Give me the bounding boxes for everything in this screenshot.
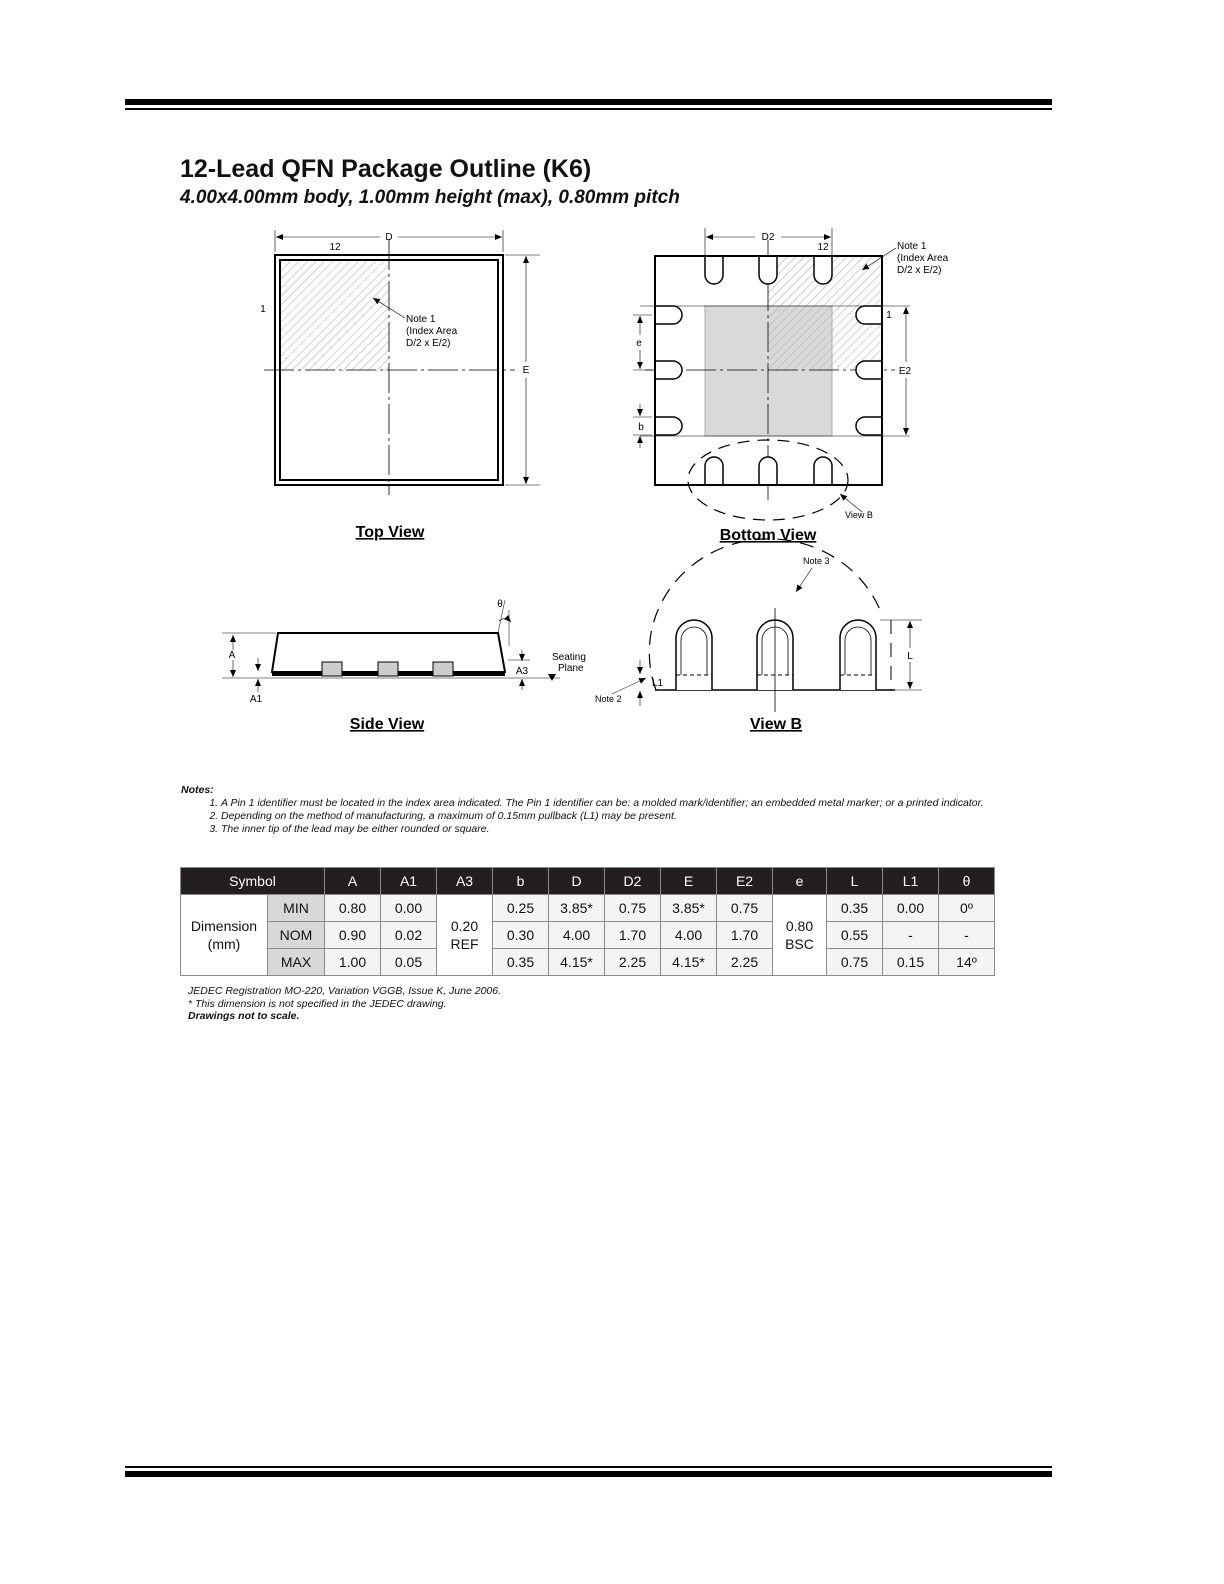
cell: 2.25 xyxy=(717,949,773,976)
bottom-d2-label: D2 xyxy=(761,232,775,243)
notes-list xyxy=(181,797,1011,836)
bottom-rule-thin xyxy=(125,1466,1052,1468)
footnote-star: * This dimension is not specified in the JEDEC drawing. xyxy=(188,997,447,1010)
bottom-note1-line1: Note 1 xyxy=(897,241,927,252)
view-b-drawing xyxy=(595,539,922,712)
notes-header: Notes: xyxy=(181,784,214,796)
header-col: L xyxy=(827,868,883,895)
cell: 0.15 xyxy=(883,949,939,976)
row-label: NOM xyxy=(268,922,325,949)
bottom-pin1-label: 1 xyxy=(886,310,892,321)
cell: - xyxy=(939,922,995,949)
header-col: A xyxy=(325,868,381,895)
table-header-row xyxy=(181,868,995,895)
side-seating-line2: Plane xyxy=(558,663,584,674)
notes-section xyxy=(181,784,1011,836)
caption-side-view: Side View xyxy=(349,716,425,733)
cell: 0.02 xyxy=(381,922,437,949)
cell: 3.85* xyxy=(661,895,717,922)
header-col: b xyxy=(493,868,549,895)
viewb-l1-label: L1 xyxy=(652,678,664,689)
bottom-e2-label: E2 xyxy=(898,366,912,377)
bottom-e-label: e xyxy=(636,338,642,349)
header-symbol: Symbol xyxy=(181,868,325,895)
top-view-drawing xyxy=(260,230,540,495)
header-col: A1 xyxy=(381,868,437,895)
row-group-label: Dimension (mm) xyxy=(181,895,268,976)
top-pin12-label: 12 xyxy=(329,242,341,253)
cell: 0.35 xyxy=(493,949,549,976)
cell: 0.00 xyxy=(883,895,939,922)
cell: 3.85* xyxy=(549,895,605,922)
side-a-label: A xyxy=(228,650,236,661)
note-item-1: 1. A Pin 1 identifier must be located in the index area indicated. The Pin 1 identifier can be: a molded mark/identifier; an embedded metal marker; or a printed indicator. xyxy=(221,797,1011,810)
top-pin1-label: 1 xyxy=(260,304,266,315)
header-col: L1 xyxy=(883,868,939,895)
cell: 4.00 xyxy=(549,922,605,949)
bottom-view-drawing xyxy=(633,228,949,520)
caption-bottom-view: Bottom View xyxy=(719,527,817,544)
table-row-nom xyxy=(181,922,995,949)
top-d-label: D xyxy=(385,232,393,243)
top-note1-line2: (Index Area xyxy=(406,326,458,337)
header-col: D xyxy=(549,868,605,895)
cell-e-merged: 0.80 BSC xyxy=(773,895,827,976)
side-view-drawing xyxy=(222,599,586,705)
bottom-note1-line2: (Index Area xyxy=(897,253,949,264)
cell: 0.30 xyxy=(493,922,549,949)
cell: 1.70 xyxy=(717,922,773,949)
top-e-label: E xyxy=(522,365,530,376)
bottom-pin12-label: 12 xyxy=(817,242,829,253)
side-a3-label: A3 xyxy=(515,666,529,677)
cell: 0.05 xyxy=(381,949,437,976)
cell: 0.25 xyxy=(493,895,549,922)
cell: 0.75 xyxy=(605,895,661,922)
cell: 0º xyxy=(939,895,995,922)
side-theta-label: θ xyxy=(497,599,503,610)
cell-a3-merged: 0.20 REF xyxy=(437,895,493,976)
cell: 0.35 xyxy=(827,895,883,922)
cell: 2.25 xyxy=(605,949,661,976)
dimension-table xyxy=(180,867,995,976)
page-title: 12-Lead QFN Package Outline (K6) xyxy=(180,155,592,183)
bottom-note1-line3: D/2 x E/2) xyxy=(897,265,942,276)
footnote-scale: Drawings not to scale. xyxy=(188,1010,300,1022)
cell: 0.75 xyxy=(717,895,773,922)
bottom-viewb-tag: View B xyxy=(845,510,873,520)
footnotes xyxy=(188,985,501,1023)
cell: 4.00 xyxy=(661,922,717,949)
row-label: MIN xyxy=(268,895,325,922)
cell: 4.15* xyxy=(661,949,717,976)
table-row-max xyxy=(181,949,995,976)
viewb-note2-label: Note 2 xyxy=(595,694,622,704)
header-col: E2 xyxy=(717,868,773,895)
header-col: A3 xyxy=(437,868,493,895)
caption-top-view: Top View xyxy=(355,524,425,541)
viewb-note3-label: Note 3 xyxy=(803,556,830,566)
header-col: e xyxy=(773,868,827,895)
cell: 0.90 xyxy=(325,922,381,949)
viewb-l-label: L xyxy=(907,651,913,662)
side-seating-line1: Seating xyxy=(552,652,586,663)
row-label: MAX xyxy=(268,949,325,976)
note-item-3: 3. The inner tip of the lead may be either rounded or square. xyxy=(221,823,1011,836)
cell: 0.55 xyxy=(827,922,883,949)
package-drawings xyxy=(0,0,1224,760)
cell: 0.00 xyxy=(381,895,437,922)
header-col: E xyxy=(661,868,717,895)
header-col: θ xyxy=(939,868,995,895)
cell: 4.15* xyxy=(549,949,605,976)
top-note1-line3: D/2 x E/2) xyxy=(406,338,451,349)
note-item-2: 2. Depending on the method of manufacturing, a maximum of 0.15mm pullback (L1) may be present. xyxy=(221,810,1011,823)
top-note1-line1: Note 1 xyxy=(406,314,436,325)
cell: 1.70 xyxy=(605,922,661,949)
cell: - xyxy=(883,922,939,949)
cell: 0.80 xyxy=(325,895,381,922)
caption-view-b: View B xyxy=(749,716,803,733)
footnote-jedec: JEDEC Registration MO-220, Variation VGGB, Issue K, June 2006. xyxy=(188,985,502,997)
header-col: D2 xyxy=(605,868,661,895)
bottom-rule-thick xyxy=(125,1471,1052,1477)
side-a1-label: A1 xyxy=(249,694,263,705)
cell: 1.00 xyxy=(325,949,381,976)
cell: 14º xyxy=(939,949,995,976)
page-subtitle: 4.00x4.00mm body, 1.00mm height (max), 0.80mm pitch xyxy=(180,187,680,208)
bottom-b-label: b xyxy=(638,422,644,433)
table-row-min xyxy=(181,895,995,922)
cell: 0.75 xyxy=(827,949,883,976)
